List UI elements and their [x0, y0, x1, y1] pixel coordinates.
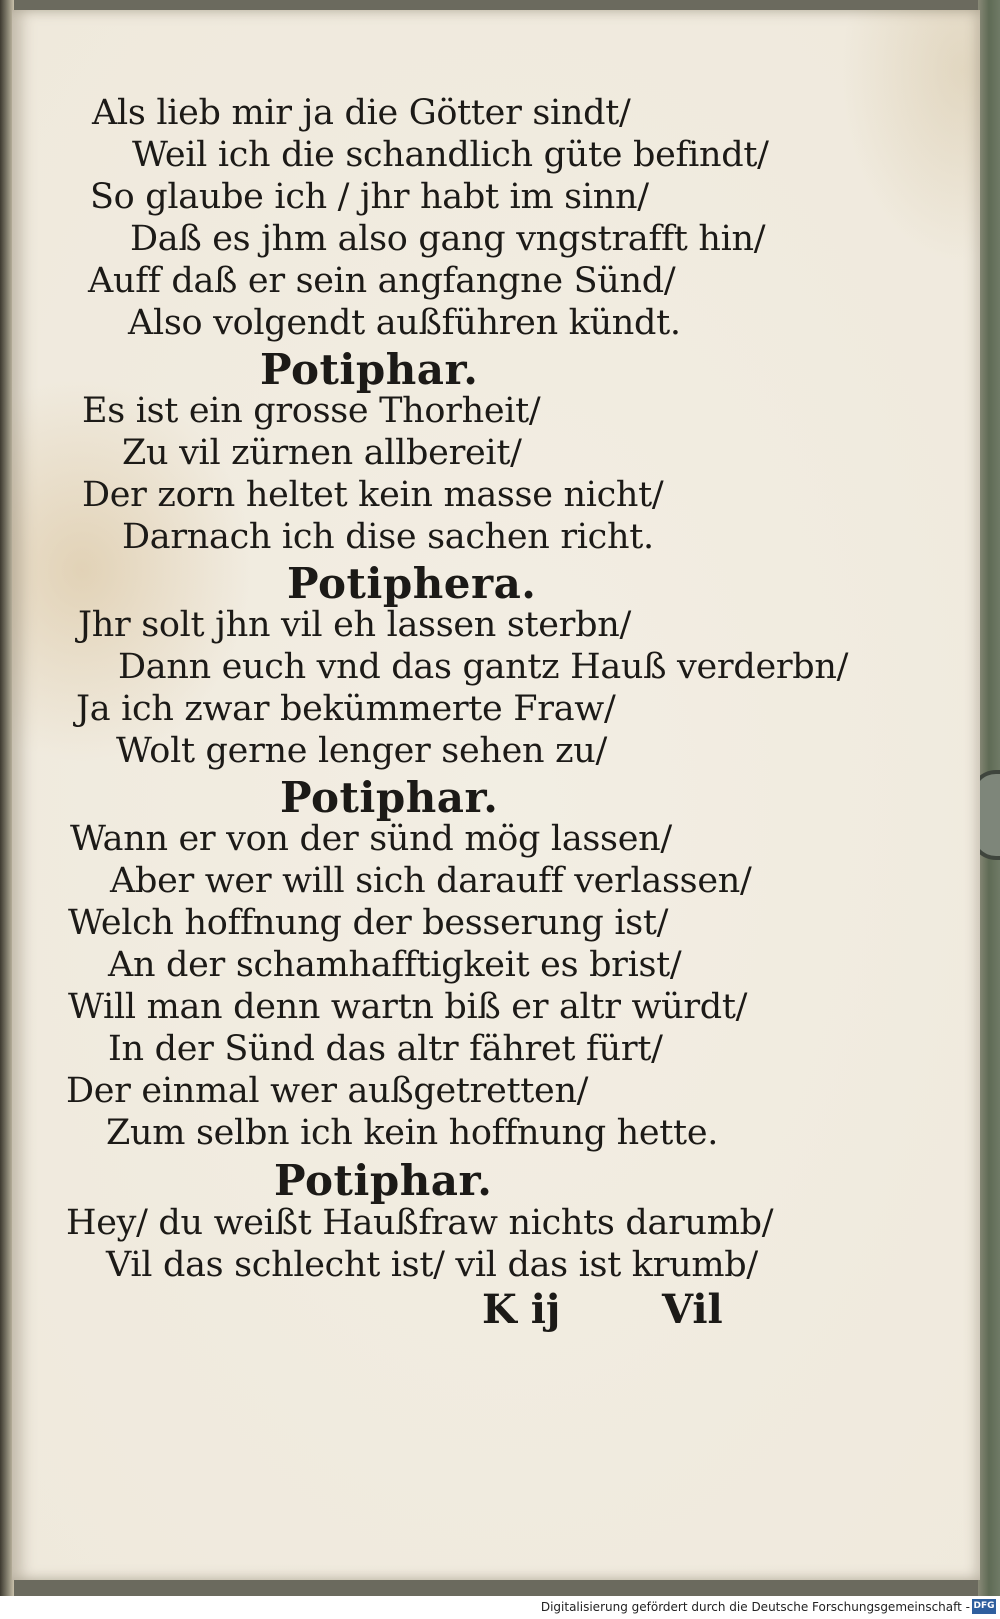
verse-line: Der zorn heltet kein masse nicht/: [82, 475, 664, 515]
verse-line: Daß es jhm also gang vngstrafft hin/: [130, 219, 766, 259]
signature-mark: K ij: [482, 1286, 561, 1333]
verse-line: So glaube ich / jhr habt im sinn/: [90, 177, 649, 217]
verse-line: Jhr solt jhn vil eh lassen sterbn/: [78, 605, 631, 645]
verse-line: Es ist ein grosse Thorheit/: [82, 391, 541, 431]
verse-line: Dann euch vnd das gantz Hauß verderbn/: [118, 647, 849, 687]
text-block: [12, 10, 980, 1580]
verse-line: Als lieb mir ja die Götter sindt/: [92, 93, 631, 133]
speaker-heading: Potiphar.: [260, 345, 479, 394]
verse-line: Zu vil zürnen allbereit/: [122, 433, 522, 473]
verse-line: Darnach ich dise sachen richt.: [122, 517, 654, 557]
verse-line: Wolt gerne lenger sehen zu/: [116, 731, 607, 771]
verse-line: Weil ich die schandlich güte befindt/: [132, 135, 769, 175]
verse-line: Zum selbn ich kein hoffnung hette.: [106, 1113, 719, 1153]
verse-line: Auff daß er sein angfangne Sünd/: [88, 261, 676, 301]
verse-line: Vil das schlecht ist/ vil das ist krumb/: [106, 1245, 758, 1285]
verse-line: Will man denn wartn biß er altr würdt/: [68, 987, 748, 1027]
verse-line: An der schamhafftigkeit es brist/: [108, 945, 682, 985]
dfg-logo: DFG: [972, 1599, 996, 1614]
credit-bar: [0, 1596, 1000, 1619]
speaker-heading: Potiphar.: [274, 1156, 493, 1205]
speaker-heading: Potiphera.: [287, 559, 537, 608]
verse-line: Ja ich zwar bekümmerte Fraw/: [76, 689, 616, 729]
speaker-heading: Potiphar.: [280, 773, 499, 822]
verse-line: Aber wer will sich darauff verlassen/: [110, 861, 752, 901]
verse-line: Der einmal wer außgetretten/: [66, 1071, 589, 1111]
catchword: Vil: [662, 1286, 723, 1333]
book-page: [12, 10, 980, 1580]
funding-credit: Digitalisierung gefördert durch die Deutsche Forschungsgemeinschaft -: [540, 1600, 970, 1614]
verse-line: In der Sünd das altr fähret fürt/: [108, 1029, 663, 1069]
verse-line: Hey/ du weißt Haußfraw nichts darumb/: [66, 1203, 774, 1243]
verse-line: Wann er von der sünd mög lassen/: [70, 819, 672, 859]
verse-line: Welch hoffnung der besserung ist/: [68, 903, 669, 943]
verse-line: Also volgendt außführen kündt.: [128, 303, 681, 343]
